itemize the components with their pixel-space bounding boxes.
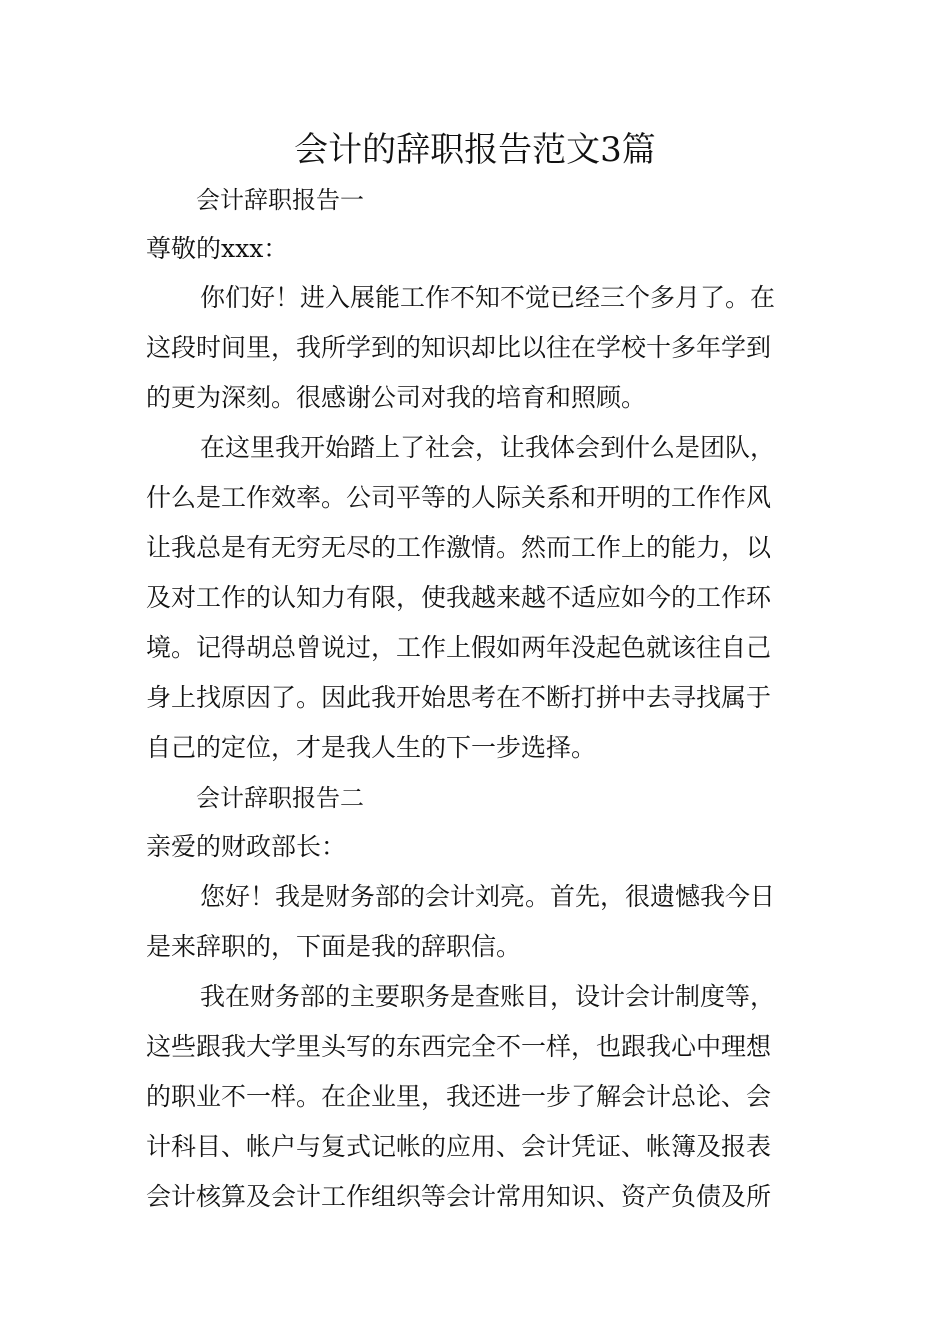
paragraph-line: 会计核算及会计工作组织等会计常用知识、资产负债及所 <box>146 1182 772 1211</box>
document-title: 会计的辞职报告范文3篇 <box>294 130 656 170</box>
section-heading-1: 会计辞职报告一 <box>196 186 364 214</box>
paragraph-line: 自己的定位，才是我人生的下一步选择。 <box>146 733 597 762</box>
paragraph-line: 计科目、帐户与复式记帐的应用、会计凭证、帐簿及报表 <box>146 1132 772 1161</box>
paragraph-line: 让我总是有无穷无尽的工作激情。然而工作上的能力，以 <box>146 533 772 562</box>
paragraph-line: 及对工作的认知力有限，使我越来越不适应如今的工作环 <box>146 583 772 612</box>
paragraph-line: 这些跟我大学里头写的东西完全不一样，也跟我心中理想 <box>146 1032 772 1061</box>
paragraph-line: 的更为深刻。很感谢公司对我的培育和照顾。 <box>146 383 647 412</box>
paragraph-line: 我在财务部的主要职务是查账目，设计会计制度等， <box>200 982 776 1011</box>
paragraph-line: 这段时间里，我所学到的知识却比以往在学校十多年学到 <box>146 333 772 362</box>
salutation-1: 尊敬的xxx： <box>146 234 289 263</box>
paragraph-line: 在这里我开始踏上了社会，让我体会到什么是团队， <box>200 433 776 462</box>
paragraph-line: 是来辞职的，下面是我的辞职信。 <box>146 932 522 961</box>
paragraph-line: 您好！我是财务部的会计刘亮。首先，很遗憾我今日 <box>200 882 776 911</box>
paragraph-line: 身上找原因了。因此我开始思考在不断打拼中去寻找属于 <box>146 683 772 712</box>
paragraph-line: 你们好！进入展能工作不知不觉已经三个多月了。在 <box>200 283 776 312</box>
paragraph-line: 什么是工作效率。公司平等的人际关系和开明的工作作风 <box>146 483 772 512</box>
paragraph-line: 的职业不一样。在企业里，我还进一步了解会计总论、会 <box>146 1082 772 1111</box>
salutation-2: 亲爱的财政部长： <box>146 832 347 861</box>
section-heading-2: 会计辞职报告二 <box>196 784 364 812</box>
paragraph-line: 境。记得胡总曾说过，工作上假如两年没起色就该往自己 <box>146 633 772 662</box>
